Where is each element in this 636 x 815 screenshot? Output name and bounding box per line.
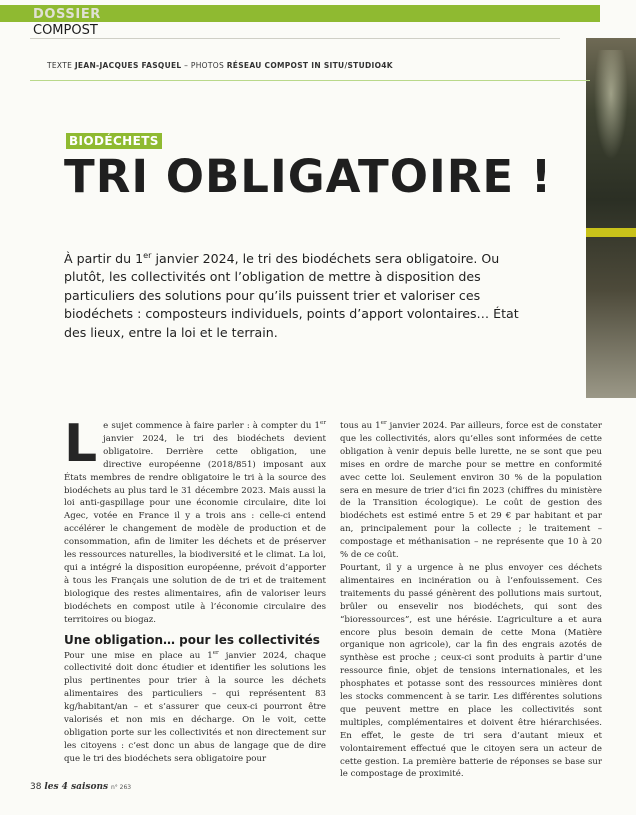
drop-cap: L xyxy=(64,414,98,474)
article-title: TRI OBLIGATOIRE ! xyxy=(64,150,553,203)
p3-sup: er xyxy=(380,420,387,427)
p2-sup: er xyxy=(212,649,219,656)
lead-sup: er xyxy=(143,249,152,260)
category-tag: BIODÉCHETS xyxy=(66,133,162,149)
photo-highlight xyxy=(594,50,628,160)
p1-sup: er xyxy=(320,420,326,427)
header-divider xyxy=(30,38,560,39)
credits-divider xyxy=(30,80,590,81)
paragraph-1 xyxy=(64,414,326,627)
lead-text-b: janvier 2024, le tri des biodéchets sera obligatoire. Ou plutôt, les collectivités ont l’obligation de mettre à disposition des particuliers des solutions pour qu’ils puissent trier et valoriser ces biodéchets : composteurs individuels, points d’apport volontaires… État des lieux, entre la loi et le terrain. xyxy=(64,251,519,340)
photo-yellow-bin-stripe xyxy=(586,228,636,237)
paragraph-3 xyxy=(340,420,602,562)
subheading: Une obligation… pour les collectivités xyxy=(64,632,320,647)
body-column-left xyxy=(64,414,326,766)
credits-line xyxy=(47,61,393,70)
p2-text-b: janvier 2024, chaque collectivité doit donc étudier et identifier les solutions les plus pertinentes pour trier à la source les déchets alimentaires des particuliers – qui représentent 83 kg/habitant/an – et s’assurer que ceux-ci pourront être valorisés et non mis en décharge. On le voit, cette obligation porte sur les collectivités et non directement sur les citoyens : c’est donc un abus de langage que de dire que le tri des biodéchets sera obligatoire pour xyxy=(64,650,326,764)
credits-middle: – PHOTOS xyxy=(181,61,227,70)
p1-text-b: janvier 2024, le tri des biodéchets devient obligatoire. Derrière cette obligation, une directive européenne (2018/851) imposant aux États membres de rendre obligatoire le tri à la source des biodéchets au plus tard le 31 décembre 2023. Mais aussi la loi anti-gaspillage pour une économie circulaire, dite loi Agec, votée en France il y a trois ans : celle-ci entend accélérer le changement de modèle de production et de consommation, afin de limiter les déchets et de préserver les ressources naturelles, la biodiversité et le climat. La loi, qui a intégré la disposition européenne, prévoit d’apporter à tous les Français une solution de de tri et de traitement biologique des restes alimentaires, afin de valoriser leurs biodéchets en compost utile à l’économie circulaire des territoires ou biogaz. xyxy=(64,433,326,625)
p2-text-a: Pour une mise en place au 1 xyxy=(64,650,213,661)
magazine-name: les 4 saisons xyxy=(44,782,109,792)
credits-photos: RÉSEAU COMPOST IN SITU/STUDIO4K xyxy=(226,61,393,70)
issue-number: n° 263 xyxy=(110,784,132,791)
p3-text-b: janvier 2024. Par ailleurs, force est de constater que les collectivités, alors qu’elles sont informées de cette obligation à venir depuis belle lurette, ne se sont que peu mises en ordre de marche pour se mettre en conformité avec cette loi. Seulement environ 30 % de la population sera en mesure de trier d’ici fin 2023 (chiffres du ministère de la Transition écologique). Le coût de gestion des biodéchets est estimé entre 5 et 29 € par habitant et par an, principalement pour la collecte ; le traitement – compostage et méthanisation – ne représente que 10 à 20 % de ce coût. xyxy=(340,421,602,561)
paragraph-4: Pourtant, il y a urgence à ne plus envoyer ces déchets alimentaires en incinération ou à l’enfouissement. Ces traitements du passé génèrent des pollutions mais surtout, brûler ou ensevelir nos biodéchets, qui sont des “bioressources”, est une hérésie. L’agriculture a et aura encore plus besoin demain de cette Mona (Matière organique non agricole), car la fin des engrais azotés de synthèse est proche ; ceux-ci sont produits à partir d’une ressource finie, objet de tensions internationales, et les phosphates et potasse sont des ressources minières dont les stocks commencent à se tarir. Les différentes solutions que peuvent mettre en place les collectivités sont multiples, complémentaires et doivent être hiérarchisées. En effet, le geste de tri sera d’autant mieux et volontairement effectué que le citoyen sera un acteur de cette gestion. La première batterie de réponses se base sur le compostage de proximité. xyxy=(340,562,602,780)
page-footer xyxy=(30,782,131,792)
topic-label: COMPOST xyxy=(33,23,98,38)
p1-text-a: e sujet commence à faire parler : à compter du 1 xyxy=(103,421,321,431)
p3-text-a: tous au 1 xyxy=(340,421,381,431)
credits-author: JEAN-JACQUES FASQUEL xyxy=(74,61,182,70)
article-photo xyxy=(586,38,636,398)
article-lead xyxy=(64,250,524,342)
paragraph-2 xyxy=(64,650,326,766)
credits-prefix: TEXTE xyxy=(47,61,75,70)
lead-text-a: À partir du 1 xyxy=(64,251,144,266)
section-label: DOSSIER xyxy=(33,7,101,22)
page-number: 38 xyxy=(30,782,42,792)
body-column-right xyxy=(340,420,602,781)
